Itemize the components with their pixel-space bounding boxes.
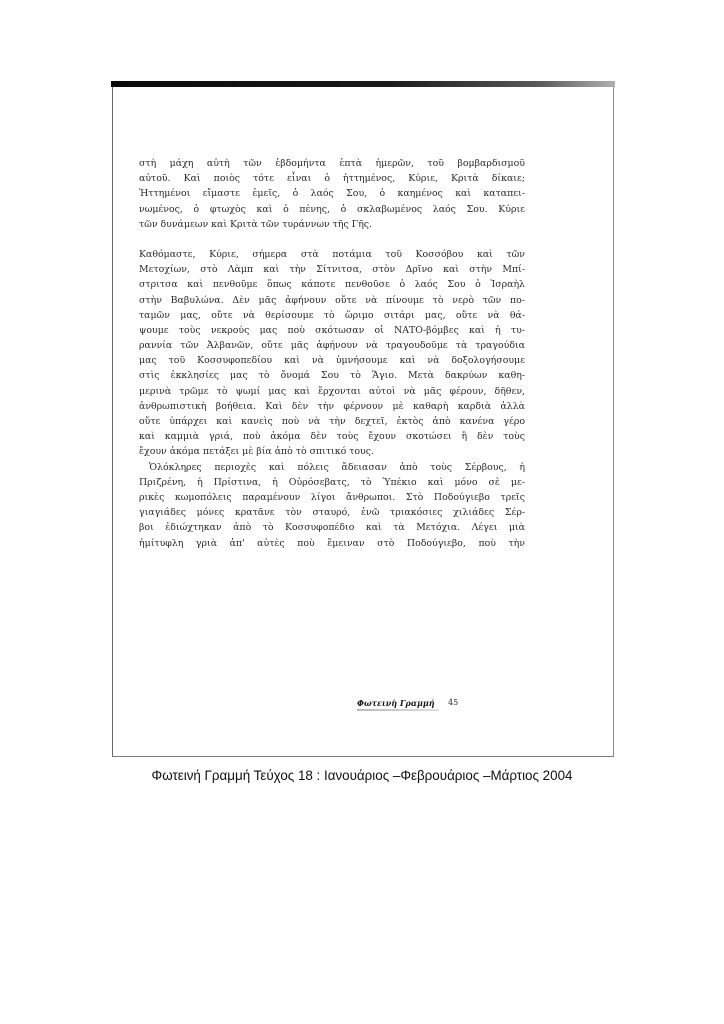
text-line: καὶ καμμιὰ γριά, ποὺ ἀκόμα δὲν τοὺς ἔχουν σκοτώσει ἢ δὲν τοὺς: [139, 431, 525, 443]
scan-edge-bar: [111, 81, 615, 87]
text-line: στριτσα καὶ πενθοῦμε ὅπως κάποτε πενθοῦσε ὁ λαός Σου ὁ Ἰσραὴλ: [139, 279, 525, 291]
article-body: [139, 156, 525, 551]
paragraph-gap: [139, 232, 525, 247]
text-line: ἡμίτυφλη γριὰ ἀπ' αὐτὲς ποὺ ἔμειναν στὸ Ποδούγιεβο, ποὺ τὴν: [139, 537, 525, 549]
text-line: μας τοῦ Κοσσυφοπεδίου καὶ νὰ ὑμνήσουμε καὶ νὰ δοξολογήσουμε: [139, 355, 525, 367]
scanned-page: [112, 84, 614, 757]
text-line: τῶν δυνάμεων καὶ Κριτὰ τῶν τυράννων τῆς Γῆς.: [139, 218, 373, 230]
text-line: γιαγιάδες μόνες κρατᾶνε τὸν σταυρό, ἐνῶ τριακόσιες χιλιάδες Σέρ-: [139, 507, 525, 519]
text-line: Πριζρένη, ἡ Πρίστινα, ἡ Οὐρόσεβατς, τὸ Ὑπέκιο καὶ μόνο σὲ με-: [139, 476, 525, 488]
text-line: στὶς ἐκκλησίες μας τὸ ὄνομά Σου τὸ Ἅγιο. Μετὰ δακρύων καθη-: [139, 370, 525, 382]
issue-caption: Φωτεινή Γραμμή Τεύχος 18 : Ιανουάριος –Φεβρουάριος –Μάρτιος 2004: [151, 768, 573, 783]
text-line: Καθόμαστε, Κύριε, σήμερα στὰ ποτάμια τοῦ Κοσσόβου καὶ τῶν: [139, 248, 525, 260]
text-line: νωμένος, ὁ φτωχὸς καὶ ὁ πένης, ὁ σκλαβωμένος λαός Σου. Κύριε: [139, 203, 525, 215]
text-line: ἔχουν ἀκόμα πετάξει μὲ βία ἀπὸ τὸ σπιτικό τους.: [139, 446, 374, 458]
text-line: ταμῶν μας, οὔτε νὰ θερίσουμε τὸ ὥριμο σιτάρι μας, οὔτε νὰ θά-: [139, 309, 525, 321]
text-line: βοι ἐδιώχτηκαν ἀπὸ τὸ Κοσσυφοπέδιο καὶ τὰ Μετόχια. Λέγει μιὰ: [139, 522, 525, 534]
text-line: ἀνθρωπιστικὴ βοήθεια. Καὶ δὲν τὴν φέρνουν μὲ καθαρὴ καρδιὰ ἀλλὰ: [139, 400, 525, 412]
publication-title: Φωτεινὴ Γραμμή: [357, 698, 435, 708]
text-line: στὴ μάχη αὐτὴ τῶν ἑβδομήντα ἑπτὰ ἡμερῶν, τοῦ βομβαρδισμοῦ: [139, 158, 525, 169]
text-line: μερινὰ τρῶμε τὸ ψωμί μας καὶ ἔρχονται αὐτοὶ νὰ μᾶς φέρουν, δῆθεν,: [139, 385, 525, 397]
text-line: ψουμε τοὺς νεκρούς μας ποὺ σκότωσαν οἱ ΝΑΤΟ-βόμβες καὶ ἡ τυ-: [139, 324, 525, 336]
text-line: Ὁλόκληρες περιοχὲς καὶ πόλεις ἄδειασαν ἀπὸ τοὺς Σέρβους, ἡ: [149, 461, 525, 473]
text-line: ραννία τῶν Ἀλβανῶν, οὔτε μᾶς ἀφήνουν νὰ τραγουδοῦμε τὰ τραγούδια: [139, 340, 525, 352]
text-line: αὐτοῦ. Καὶ ποιὸς τότε εἶναι ὁ ἡττημένος, Κύριε, Κριτὰ δίκαιε;: [139, 173, 525, 185]
text-line: στὴν Βαβυλώνα. Δὲν μᾶς ἀφήνουν οὔτε νὰ πίνουμε τὸ νερὸ τῶν πο-: [139, 294, 525, 306]
text-line: Μετοχίων, στὸ Λὰμπ καὶ τὴν Σίτνιτσα, στὸν Δρῖνο καὶ στὴν Μπί-: [139, 264, 525, 276]
text-line: Ἡττημένοι εἴμαστε ἐμεῖς, ὁ λαός Σου, ὁ καημένος καὶ καταπει-: [139, 188, 525, 200]
page-number: 45: [448, 698, 459, 707]
text-line: οὔτε ὑπάρχει καὶ κανεὶς ποὺ νὰ τὴν δεχτεῖ, ἐκτὸς ἀπὸ κανένα γέρο: [139, 416, 525, 427]
text-line: ρικὲς κωμοπόλεις παραμένουν λίγοι ἄνθρωποι. Στὸ Ποδούγιεβο τρεῖς: [139, 491, 525, 503]
